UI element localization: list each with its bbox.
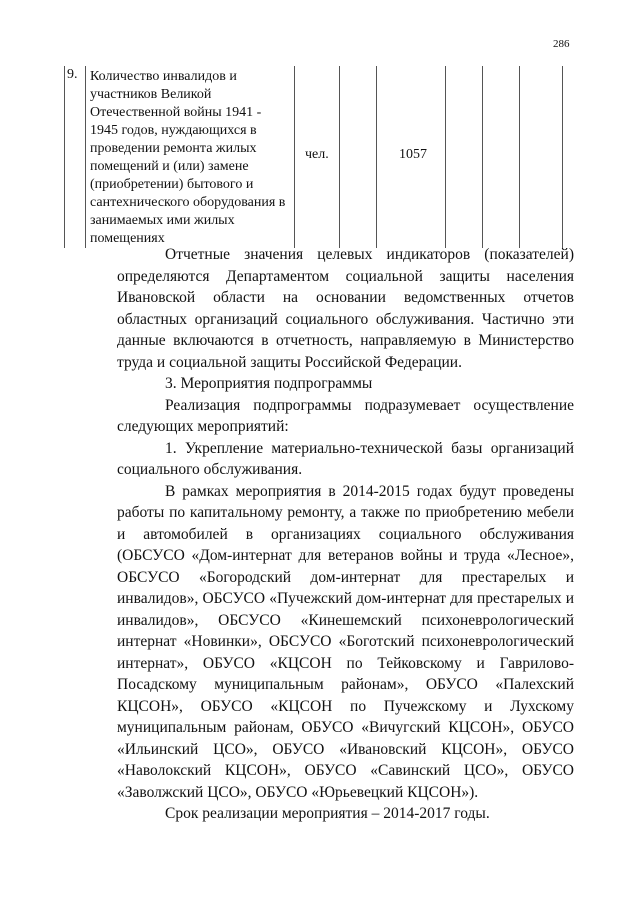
paragraph-timeline: Срок реализации мероприятия – 2014-2017 годы. xyxy=(165,805,490,822)
section-heading: 3. Мероприятия подпрограммы xyxy=(165,375,373,392)
indicator-name: Количество инвалидов и участников Великой Отечественной войны 1941 - 1945 годов, нуждающихся в проведении ремонта жилых помещений и (или) замене (приобретении) бытового и сантехнического оборудования в занимаемых ими жилых помещениях xyxy=(86,66,295,248)
table-row xyxy=(65,66,563,248)
empty-cell xyxy=(520,66,563,248)
paragraph-implementation: Реализация подпрограммы подразумевает осуществление следующих мероприятий: xyxy=(117,396,574,435)
indicator-table xyxy=(64,66,563,248)
paragraph-indicators: Отчетные значения целевых индикаторов (показателей) определяются Департаментом социальной защиты населения Ивановской области на основании ведомственных отчетов областных организаций социального обслуживания. Частично эти данные включаются в отчетность, направляемую в Министерство труда и социальной защиты Российской Федерации. xyxy=(117,246,574,371)
document-body xyxy=(117,244,574,825)
row-number: 9. xyxy=(65,66,86,248)
empty-cell xyxy=(446,66,483,248)
paragraph-measure-1: 1. Укрепление материально-технической базы организаций социального обслуживания. xyxy=(117,439,574,478)
unit-cell: чел. xyxy=(295,66,340,248)
paragraph-measure-details: В рамках мероприятия в 2014-2015 годах будут проведены работы по капитальному ремонту, а также по приобретению мебели и автомобилей в организациях социального обслуживания (ОБСУСО «Дом-интернат для ветеранов войны и труда «Лесное», ОБСУСО «Богородский дом-интернат для престарелых и инвалидов», ОБСУСО «Пучежский дом-интернат для престарелых и инвалидов», ОБСУСО «Кинешемский психоневрологический интернат «Новинки», ОБСУСО «Боготский психоневрологический интернат», ОБУСО «КЦСОН по Тейковскому и Гаврилово-Посадскому муниципальным районам», ОБУСО «Палехский КЦСОН», ОБУСО «КЦСОН по Пучежскому и Лухскому муниципальным районам, ОБУСО «Вичугский КЦСОН», ОБУСО «Ильинский ЦСО», ОБУСО «Ивановский КЦСОН», ОБУСО «Наволокский КЦСОН», ОБУСО «Савинский ЦСО», ОБУСО «Заволжский ЦСО», ОБУСО «Юрьевецкий КЦСОН»). xyxy=(117,482,574,801)
value-cell: 1057 xyxy=(377,66,446,248)
empty-cell xyxy=(340,66,377,248)
page-number: 286 xyxy=(553,38,570,50)
empty-cell xyxy=(483,66,520,248)
